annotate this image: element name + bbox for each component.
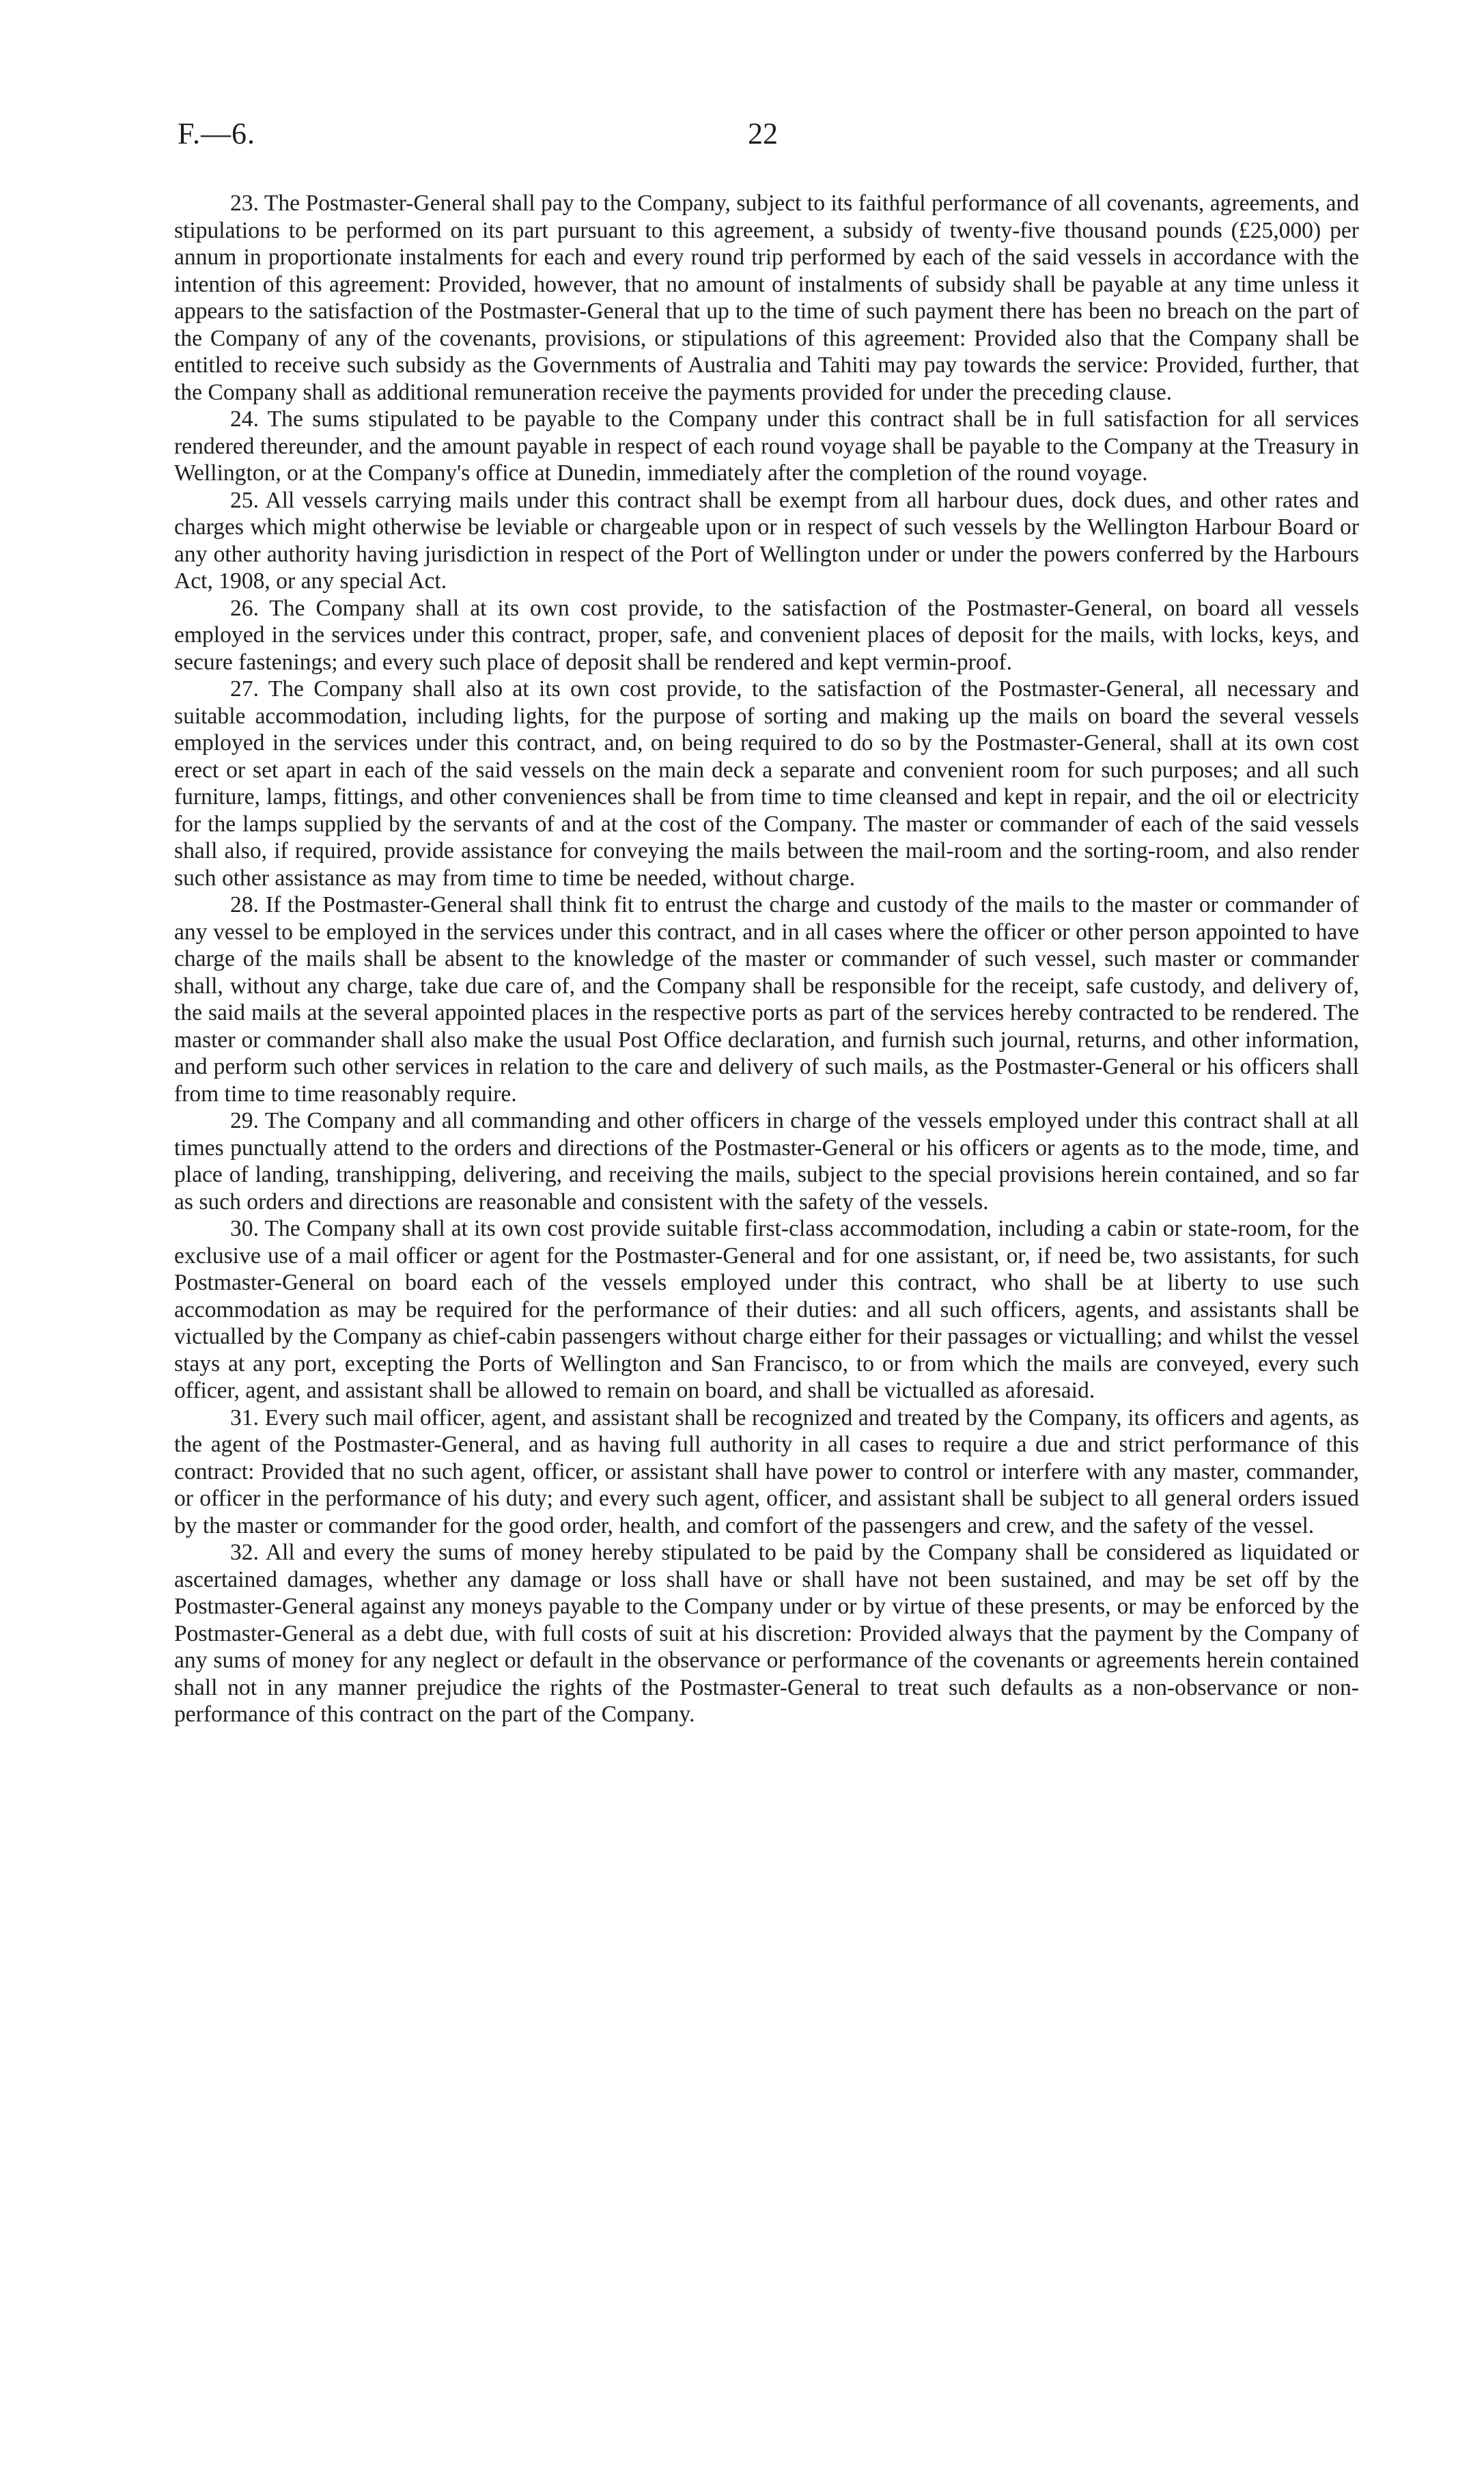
clause-number: 30.: [230, 1216, 259, 1241]
clause-number: 29.: [230, 1108, 259, 1133]
clause-text: All and every the sums of money hereby stipulated to be paid by the Company shall be considered as liquidated or ascertained damages, whether any damage or loss shall have or shall have not been sustained, and may be set off by the Postmaster-General against any moneys payable to the Company under or by virtue of these presents, or may be enforced by the Postmaster-General as a debt due, with full costs of suit at his discretion: Provided always that the payment by the Company of any sums of money for any neglect or default in the observance or performance of the covenants or agreements herein contained shall not in any manner prejudice the rights of the Postmaster-General to treat such defaults as a non-observance or non-performance of this contract on the part of the Company.: [174, 1540, 1359, 1727]
clause-number: 28.: [230, 892, 259, 917]
contract-text: [174, 190, 1359, 1728]
clause-27: [174, 676, 1359, 891]
clause-25: [174, 487, 1359, 595]
clause-32: [174, 1539, 1359, 1728]
clause-text: The Company shall at its own cost provide, to the satisfaction of the Postmaster-General, on board all vessels employed in the services under this contract, proper, safe, and convenient places of deposit for the mails, with locks, keys, and secure fastenings; and every such place of deposit shall be rendered and kept vermin-proof.: [174, 595, 1360, 675]
clause-number: 25.: [230, 487, 259, 513]
clause-number: 27.: [230, 676, 259, 702]
clause-text: The Company and all commanding and other officers in charge of the vessels employed under this contract shall at all times punctually attend to the orders and directions of the Postmaster-General or his officers or agents as to the mode, time, and place of landing, transhipping, delivering, and receiving the mails, subject to the special provisions herein contained, and so far as such orders and directions are reasonable and consistent with the safety of the vessels.: [174, 1108, 1359, 1215]
clause-number: 32.: [230, 1540, 259, 1565]
clause-29: [174, 1107, 1359, 1215]
clause-text: The Company shall also at its own cost provide, to the satisfaction of the Postmaster-General, all necessary and suitable accommodation, including lights, for the purpose of sorting and making up the mails on board the several vessels employed in the services under this contract, and, on being required to do so by the Postmaster-General, shall at its own cost erect or set apart in each of the said vessels on the main deck a separate and convenient room for such purposes; and all such furniture, lamps, fittings, and other conveniences shall be from time to time cleansed and kept in repair, and the oil or electricity for the lamps supplied by the servants of and at the cost of the Company. The master or commander of each of the said vessels shall also, if required, provide assistance for conveying the mails between the mail-room and the sorting-room, and also render such other assistance as may from time to time be needed, without charge.: [174, 676, 1359, 891]
page-header: [178, 116, 1311, 164]
clause-26: [174, 595, 1359, 676]
document-reference: F.—6.: [178, 117, 255, 150]
clause-text: All vessels carrying mails under this contract shall be exempt from all harbour dues, dock dues, and other rates and charges which might otherwise be leviable or chargeable upon or in respect of such vessels by the Wellington Harbour Board or any other authority having jurisdiction in respect of the Port of Wellington under or under the powers conferred by the Harbours Act, 1908, or any special Act.: [174, 487, 1359, 594]
clause-text: Every such mail officer, agent, and assistant shall be recognized and treated by the Company, its officers and agents, as the agent of the Postmaster-General, and as having full authority in all cases to require a due and strict performance of this contract: Provided that no such agent, officer, or assistant shall have power to control or interfere with any master, commander, or officer in the performance of his duty; and every such agent, officer, and assistant shall be subject to all general orders issued by the master or commander for the good order, health, and comfort of the passengers and crew, and the safety of the vessel.: [174, 1404, 1359, 1538]
clause-text: The Postmaster-General shall pay to the Company, subject to its faithful performance of all covenants, agreements, and stipulations to be performed on its part pursuant to this agreement, a subsidy of twenty-five thousand pounds (£25,000) per annum in proportionate instalments for each and every round trip performed by each of the said vessels in accordance with the intention of this agreement: Provided, however, that no amount of instalments of subsidy shall be payable at any time unless it appears to the satisfaction of the Postmaster-General that up to the time of such payment there has been no breach on the part of the Company of any of the covenants, provisions, or stipulations of this agreement: Provided also that the Company shall be entitled to receive such subsidy as the Governments of Australia and Tahiti may pay towards the service: Provided, further, that the Company shall as additional remuneration receive the payments provided for under the preceding clause.: [174, 191, 1359, 405]
clause-24: [174, 406, 1359, 487]
clause-number: 24.: [230, 406, 259, 432]
clause-31: [174, 1404, 1359, 1540]
clause-number: 26.: [230, 595, 259, 621]
clause-30: [174, 1215, 1359, 1404]
clause-text: The sums stipulated to be payable to the Company under this contract shall be in full satisfaction for all services rendered thereunder, and the amount payable in respect of each round voyage shall be payable to the Company at the Treasury in Wellington, or at the Company's office at Dunedin, immediately after the completion of the round voyage.: [174, 406, 1359, 486]
clause-28: [174, 891, 1359, 1107]
clause-number: 23.: [230, 191, 259, 216]
clause-number: 31.: [230, 1404, 259, 1430]
page-number: 22: [748, 117, 778, 150]
clause-text: The Company shall at its own cost provide suitable first-class accommodation, including a cabin or state-room, for the exclusive use of a mail officer or agent for the Postmaster-General and for one assistant, or, if need be, two assistants, for such Postmaster-General on board each of the vessels employed under this contract, who shall be at liberty to use such accommodation as may be required for the performance of their duties: and all such officers, agents, and assistants shall be victualled by the Company as chief-cabin passengers without charge either for their passages or victualling; and whilst the vessel stays at any port, excepting the Ports of Wellington and San Francisco, to or from which the mails are conveyed, every such officer, agent, and assistant shall be allowed to remain on board, and shall be victualled as aforesaid.: [174, 1216, 1360, 1403]
clause-23: [174, 190, 1359, 406]
clause-text: If the Postmaster-General shall think fit to entrust the charge and custody of the mails to the master or commander of any vessel to be employed in the services under this contract, and in all cases where the officer or other person appointed to have charge of the mails shall be absent to the knowledge of the master or commander of such vessel, such master or commander shall, without any charge, take due care of, and the Company shall be responsible for the receipt, safe custody, and delivery of, the said mails at the several appointed places in the respective ports as part of the services hereby contracted to be rendered. The master or commander shall also make the usual Post Office declaration, and furnish such journal, returns, and other information, and perform such other services in relation to the care and delivery of such mails, as the Postmaster-General or his officers shall from time to time reasonably require.: [174, 892, 1360, 1107]
